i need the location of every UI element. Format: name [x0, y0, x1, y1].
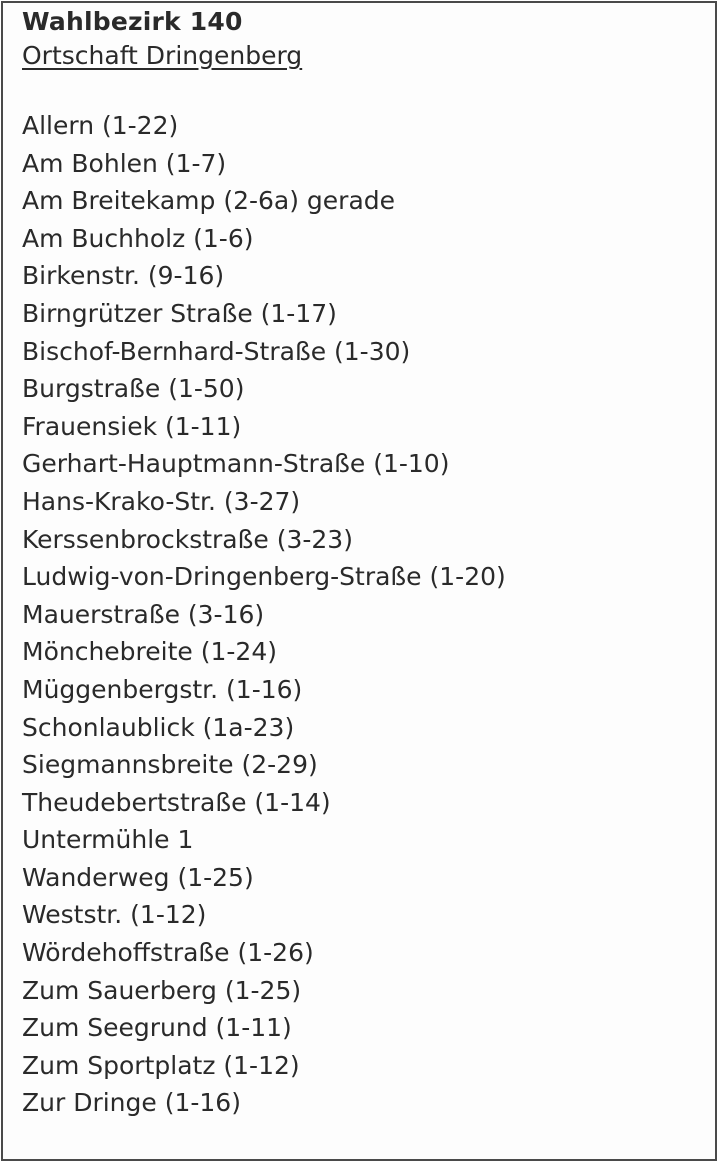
street-item: Birkenstr. (9-16): [22, 261, 225, 291]
street-item: Bischof-Bernhard-Straße (1-30): [22, 336, 411, 366]
street-item: Zum Sauerberg (1-25): [22, 975, 302, 1005]
street-item: Wördehoffstraße (1-26): [22, 938, 314, 968]
document-content: [22, 7, 705, 1122]
street-item: Am Breitekamp (2-6a) gerade: [22, 186, 396, 216]
locality-subtitle: Ortschaft Dringenberg: [22, 41, 303, 70]
street-item: Mauerstraße (3-16): [22, 599, 265, 629]
street-item: Siegmannsbreite (2-29): [22, 750, 318, 780]
street-item: Hans-Krako-Str. (3-27): [22, 486, 301, 516]
street-list: [22, 107, 705, 1122]
street-item: Weststr. (1-12): [22, 900, 207, 930]
street-item: Frauensiek (1-11): [22, 411, 242, 441]
street-item: Untermühle 1: [22, 825, 194, 855]
street-item: Kerssenbrockstraße (3-23): [22, 524, 353, 554]
street-item: Zur Dringe (1-16): [22, 1088, 241, 1118]
street-item: Mönchebreite (1-24): [22, 637, 277, 667]
street-item: Am Buchholz (1-6): [22, 223, 254, 253]
district-title: Wahlbezirk 140: [22, 7, 243, 36]
document-frame: [1, 1, 717, 1161]
street-item: Zum Sportplatz (1-12): [22, 1050, 300, 1080]
street-item: Gerhart-Hauptmann-Straße (1-10): [22, 449, 450, 479]
street-item: Burgstraße (1-50): [22, 374, 245, 404]
street-item: Am Bohlen (1-7): [22, 148, 227, 178]
street-item: Birngrützer Straße (1-17): [22, 298, 337, 328]
street-item: Wanderweg (1-25): [22, 862, 254, 892]
street-item: Zum Seegrund (1-11): [22, 1013, 292, 1043]
street-item: Schonlaublick (1a-23): [22, 712, 295, 742]
street-item: Ludwig-von-Dringenberg-Straße (1-20): [22, 562, 506, 592]
street-item: Müggenbergstr. (1-16): [22, 674, 303, 704]
street-item: Theudebertstraße (1-14): [22, 787, 331, 817]
street-item: Allern (1-22): [22, 111, 179, 140]
